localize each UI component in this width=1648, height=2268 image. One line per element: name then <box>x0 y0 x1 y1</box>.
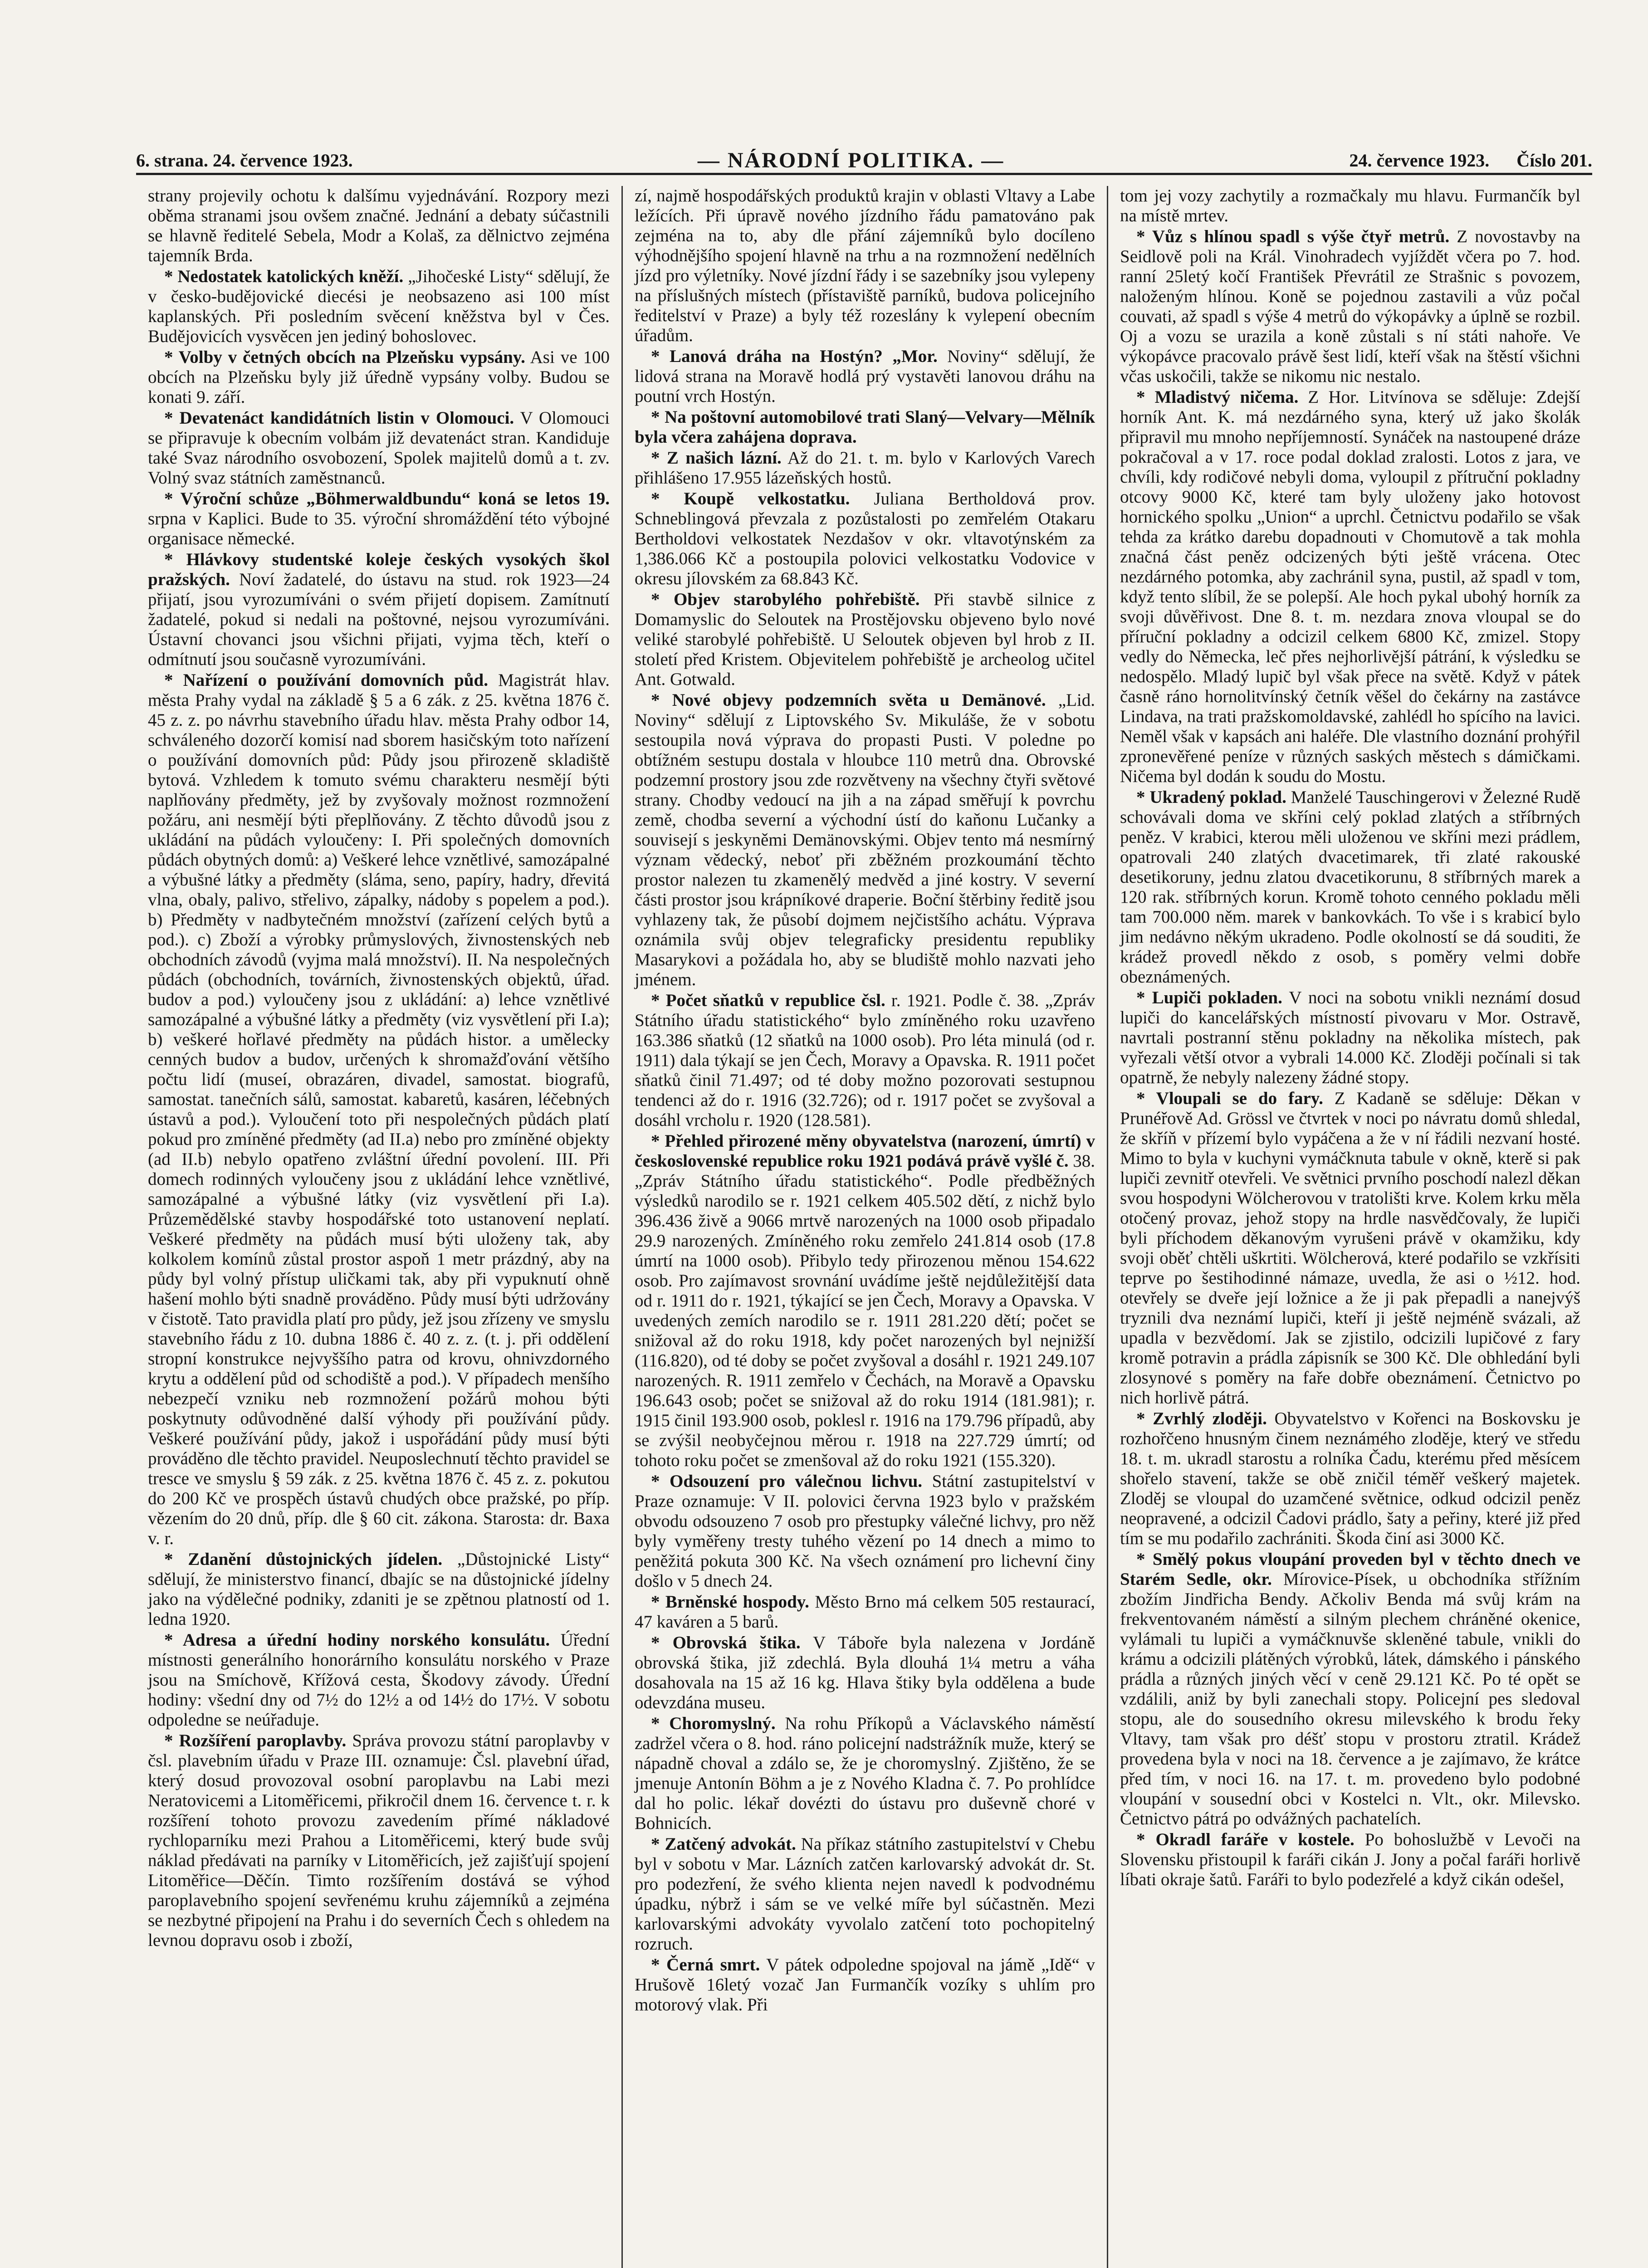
article-headline: * Hlávkovy studentské koleje českých vysokých škol pražských. <box>148 550 610 589</box>
article-headline: * Adresa a úřední hodiny norského konsulátu. <box>164 1630 550 1650</box>
article-paragraph <box>148 347 610 407</box>
article-body: Státní zastupitelství v Praze oznamuje: V II. polovici června 1923 bylo v pražském obvodu odsouzeno 7 osob pro přestupky válečné lichvy, pro něž byly vyměřeny tresty tuhého vězení po 14 dnech a mimo to peněžitá pokuta 300 Kč. Na všech oznámení pro lichevní činy došlo v 5 dnech 24. <box>635 1471 1095 1591</box>
header-date: 24. července 1923. <box>1349 150 1490 171</box>
article-paragraph <box>635 347 1095 406</box>
article-body: Manželé Tauschingerovi v Železné Rudě schovávali doma ve skříni celý poklad zlatých a stříbrných peněz. V krabici, kterou měli uloženou ve skříni mezi prádlem, opatrovali 240 zlatých dvacetimarek, tři zlaté rakouské desetikoruny, jednu zlatou dvacetikorunu, 8 stříbrných marek a 120 rak. stříbrných korun. Kromě tohoto cenného pokladu měli tam 700.000 něm. marek v bankovkách. To vše i s krabicí bylo jim nedávno někým ukradeno. Podle okolností se dá souditi, že krádež provedl někdo z osob, s poměry velmi dobře obeznámených. <box>1120 787 1580 987</box>
article-body: Z Kadaně se sděluje: Děkan v Prunéřově Ad. Grössl ve čtvrtek v noci po návratu domů shledal, že skříň v přízemí bylo vypáčena a že v ní řádili nezvaní hosté. Mimo to byla v kuchyni vymáčknuta tabule v okně, kterě si pak lupiči zevnitř otevřeli. Ve světnici prvního poschodí nalezl děkan svou hospodyni Wölcherovou v tratolišti krve. Kolem krku měla otočený provaz, jehož stopy na hrdle nasvědčovaly, že lupiči byli příchodem děkanovým vyrušeni právě v okamžiku, kdy svoji oběť chtěli uškrtiti. Wölcherová, které podařilo se vzkřísiti teprve po šestihodinné námaze, uvedla, že asi o ½12. hod. otevřely se dveře její ložnice a že ji pak přepadli a nanejvýš tryznili dva neznámí lupiči, kteří ji ještě nejméně svázali, až upadla v bezvědomí. Jak se zjistilo, odcizili lupičové z fary kromě potravin a prádla zápisník se 300 Kč. Dle obhledání byli zlosynové s poměry na faře dobře obeznámení. Četnictvo po nich horlivě pátrá. <box>1120 1089 1580 1408</box>
article-body: Správa provozu státní paroplavby v čsl. plavebním úřadu v Praze III. oznamuje: Čsl. plavební úřad, který dosud provozoval osobní paroplavbu na Labi mezi Neratovicemi a Litoměřicemi, přikročil dnem 16. července t. r. k rozšíření tohoto provozu zavedením přímé nákladové rychloparníku mezi Prahou a Litoměřicemi, který bude svůj náklad předávati na parníky v Litoměřicích, jež zajišťují spojení Litoměřice—Děčín. Timto rozšířením dostává se výhod paroplavebního spojení sevřenému kruhu zájemníků a zejména se nezbytné připojení na Prahu i do severních Čech s ohledem na levnou dopravu osob i zboží, <box>148 1731 610 1950</box>
article-paragraph <box>635 1633 1095 1713</box>
article-headline: * Z našich lázní. <box>651 448 782 468</box>
article-headline: * Nové objevy podzemních světa u Demänové. <box>651 690 1046 710</box>
article-body: 38. „Zpráv Státního úřadu statistického“. Podle předběžných výsledků narodilo se r. 1921 celkem 405.502 dětí, z nichž bylo 396.436 živě a 9066 mrtvě narozených na 1000 osob připadalo 29.9 narozených. Zmíněného roku zemřelo 241.814 osob (17.8 úmrtí na 1000 osob). Přibylo tedy přirozenou měnou 154.622 osob. Pro zajímavost srovnání uvádíme ještě nejdůležitější data od r. 1911 do r. 1921, týkající se jen Čech, Moravy a Opavska. V uvedených zemích narodilo se r. 1911 281.220 dětí; počet se snižoval až do roku 1918, kdy počet narozených byl nejnižší (116.820), od té doby se počet zvyšoval a dosáhl r. 1921 249.107 narozených. R. 1911 zemřelo v Čechách, na Moravě a Opavsku 196.643 osob; počet se snižoval až do roku 1914 (181.981); r. 1915 činil 193.900 osob, poklesl r. 1916 na 179.796 případů, aby se zvýšil neobyčejnou měrou r. 1918 na 227.729 úmrtí; od tohoto roku počet se zmenšoval až do roku 1921 (155.320). <box>635 1151 1095 1470</box>
article-headline: * Zvrhlý zloději. <box>1136 1409 1267 1428</box>
column-1 <box>136 186 621 2268</box>
article-paragraph <box>635 489 1095 589</box>
article-paragraph <box>635 590 1095 689</box>
article-body: Město Brno má celkem 505 restaurací, 47 kaváren a 5 barů. <box>635 1592 1095 1632</box>
article-body: Po bohoslužbě v Levoči na Slovensku přistoupil k faráři cikán J. Jony a počal faráři horlivě líbati okraje šatů. Faráři to bylo podezřelé a když cikán odešel, <box>1120 1830 1580 1889</box>
article-paragraph <box>635 407 1095 447</box>
article-body: Mírovice-Písek, u obchodníka střížním zbožím Jindřicha Bendy. Ačkoliv Benda má svůj krám na frekventovaném náměstí a silným plechem chráněné okenice, vylámali tu lupiči a vymáčknuvše skleněné tabule, vnikli do krámu a odcizili plátěných výrobků, látek, dámského i pánského prádla a různých jiných věcí v ceně 29.121 Kč. Po té opět se vzdálili, aniž by byli zanechali stopy. Policejní pes sledoval stopu, ale do sousedního okresu milevského k brodu řeky Vltavy, tam však pro déšť stopu v prostoru ztratil. Krádež provedena byla v noci na 18. července a je zajímavo, že krátce před tím, v noci 16. na 17. t. m. provedeno bylo podobné vloupání v sousední obci v Kostelci n. Vlt., okr. Milevsko. Četnictvo pátrá po odvážných pachatelích. <box>1120 1569 1580 1828</box>
article-paragraph <box>635 1592 1095 1632</box>
article-body: Juliana Bertholdová prov. Schneblingová převzala z pozůstalosti po zemřelém Otakaru Bertholdovi velkostatek Nezdašov v okr. vltavotýnském za 1,386.066 Kč a postoupila polovici velkostatku Vodovice v okresu jílovském za 68.843 Kč. <box>635 489 1095 588</box>
article-headline: * Lanová dráha na Hostýn? „Mor. <box>651 347 938 366</box>
page-number-date: 6. strana. 24. července 1923. <box>136 150 353 171</box>
issue-number: Číslo 201. <box>1516 150 1592 171</box>
article-headline: * Objev starobylého pohřebiště. <box>651 590 920 609</box>
article-headline: * Devatenáct kandidátních listin v Olomouci. <box>164 408 514 428</box>
column-3 <box>1107 186 1592 2268</box>
article-body: Na příkaz státního zastupitelství v Chebu byl v sobotu v Mar. Lázních zatčen karlovarský advokát dr. St. pro podezření, že svého klienta nejen navedl k podvodnému úpadku, nýbrž i sám se ve velké míře byl súčastněn. Mezi karlovarskými advokáty vyvolalo zatčení toto pochopitelný rozruch. <box>635 1834 1095 1954</box>
article-body: Až do 21. t. m. bylo v Karlových Varech přihlášeno 17.955 lázeňských hostů. <box>635 448 1095 488</box>
article-body: V pátek odpoledne spojoval na jámě „Idě“ v Hrušově 16letý vozač Jan Furmančík vozíky s uhlím pro motorový vlak. Při <box>635 1955 1095 2014</box>
article-headline: * Odsouzení pro válečnou lichvu. <box>651 1471 923 1491</box>
article-headline: * Vůz s hlínou spadl s výše čtyř metrů. <box>1136 227 1450 246</box>
article-body: Magistrát hlav. města Prahy vydal na základě § 5 a 6 zák. z 25. května 1876 č. 45 z. z. po návrhu stavebního úřadu hlav. města Prahy odbor 14, schváleného dozorčí komisí nad sborem hasičským toto nařízení o používání domovních půd: Půdy jsou přirozeně skladiště bytová. Vzhledem k tomuto svému charakteru nesmějí býti naplňovány předměty, jež by zvyšovaly možnost rozmnožení požáru, ani nesmějí býti přeplňovány. Z těchto důvodů jsou z ukládání na půdách vyloučeny: I. Při společných domovních půdách obytných domů: a) Veškeré lehce vznětlivé, samozápalné a výbušné látky a předměty (sláma, seno, papíry, hadry, dřevitá vlna, obaly, palivo, střelivo, zápalky, nádoby s popelem a pod.). b) Předměty v nadbytečném množství (zařízení celých bytů a pod.). c) Zboží a výrobky průmyslových, živnostenských neb obchodních závodů (vyjma malá množství). II. Na nespolečných půdách (obchodních, továrních, živnostenských objektů, úřad. budov a pod.) vyloučeny jsou z ukládání: a) lehce vznětlivé samozápalné a výbušné látky a předměty (viz vysvětlení při I.a); b) veškeré hořlavé předměty na půdách histor. a umělecky cenných budov a budov, určených k shromažďování většího počtu lidí (museí, obrazáren, divadel, samostat. biografů, samostat. tanečních sálů, samostat. kabaretů, kasáren, léčebných ústavů a pod.). Vyloučení toto při nespolečných půdách platí pokud pro zmíněné předměty (ad II.a) nebo pro zmíněné objekty (ad II.b) nebylo opatřeno zvláštní úřední povolení. III. Při domech rodinných vyloučeny jsou z ukládání lehce vznětlivé, samozápalné a výbušné látky (viz vysvětlení při I.a). Průzemědělské stavby hospodářské toto ustanovení neplatí. Veškeré předměty na půdách musí býti uloženy tak, aby kolkolem komínů zůstal prostor aspoň 1 metr prázdný, aby na půdy byl volný přístup uličkami tak, aby při vypuknutí ohně hašení mohlo býti snadně prováděno. Půdy musí býti udržovány v čistotě. Tato pravidla platí pro půdy, jež jsou zřízeny ve smyslu stavebního řádu z 10. dubna 1886 č. 40 z. z. (t. j. při oddělení stropní konstrukce nejvyššího patra od krovu, ohnivzdorného krytu a oddělení půd od schodiště a pod.). V případech menšího nebezpečí vzniku neb rozmnožení požárů mohou býti poskytnuty odůvodněné další výhody při používání půdy. Veškeré používání půdy, jakož i uspořádání půdy musí býti prováděno dle těchto pravidel. Neuposlechnutí těchto pravidel se tresce ve smyslu § 59 zák. z 25. května 1876 č. 45 z. z. pokutou do 200 Kč ve prospěch ústavů chudých obce pražské, po příp. vězením do 20 dnů, příp. dle § 60 cit. zákona. Starosta: dr. Baxa v. r. <box>148 670 610 1548</box>
article-headline: * Obrovská štika. <box>651 1633 801 1652</box>
article-headline: * Zdanění důstojnických jídelen. <box>164 1549 443 1569</box>
article-paragraph <box>635 1955 1095 2015</box>
article-body: Z novostavby na Seidlově poli na Král. Vinohradech vyjíždět včera po 7. hod. ranní 25letý kočí František Převrátil ze Strašnic s povozem, naloženým hlínou. Koně se pojednou zastavili a vůz počal couvati, až spadl s výše 4 metrů do výkopávky a úplně se rozbil. Oj a vozu se urazila a koně zůstali s ní státi nahoře. Ve výkopávce pracovalo právě šest lidí, kteří však na štěstí všichni včas uskočili, takže se nikomu nic nestalo. <box>1120 227 1580 386</box>
article-paragraph: zí, najmě hospodářských produktů krajin v oblasti Vltavy a Labe ležících. Při úpravě nového jízdního řádu pamatováno pak zejména na to, aby dle přání zájemníků bylo docíleno výhodnějšího spojení hlavně na trhu a na rozmnožení nedělních jízd pro výletníky. Nové jízdní řády i se sazebníky jsou vylepeny na příslušných místech (přístaviště parníků, budova policejního ředitelství v Praze) a byly též rozeslány k vylepení obecním úřadům. <box>635 186 1095 345</box>
article-paragraph <box>1120 387 1580 787</box>
article-paragraph <box>1120 1549 1580 1829</box>
article-body: Obyvatelstvo v Kořenci na Boskovsku je rozhořčeno hnusným činem neznámého zloděje, který ve středu 18. t. m. ukradl starostu a rolníka Čadu, kterému před měsícem shořelo stavení, takže se obě zničil téměř veškerý majetek. Zloděj se vloupal do uzamčené světnice, odkud odcizil peněz neopravené, a odcizil Čadovi prádlo, šaty a peřiny, které již před tím se mu podařilo zachrániti. Škoda činí asi 3000 Kč. <box>1120 1409 1580 1548</box>
article-body: Noví žadatelé, do ústavu na stud. rok 1923—24 přijatí, jsou vyrozumíváni o svém přijetí dopisem. Zamítnutí žadatelé, pokud si nedali na poštovné, nejsou vyrozumíváni. Ústavní chovanci jsou všichni přijati, vyjma těch, kteří o odmítnutí jsou současně vyrozumíváni. <box>148 570 610 669</box>
article-paragraph <box>148 670 610 1549</box>
article-paragraph <box>148 489 610 549</box>
article-paragraph <box>1120 787 1580 987</box>
article-body: r. 1921. Podle č. 38. „Zpráv Státního úřadu statistického“ bylo zmíněného roku uzavřeno 163.386 sňatků (12 sňatků na 1000 osob). Pro léta minulá (od r. 1911) dala týkají se jen Čech, Moravy a Opavska. R. 1911 počet sňatků činil 71.497; od té doby možno pozorovati sestupnou tendenci až do r. 1916 (32.726); od r. 1917 počet se zvyšoval a dosáhl vrcholu r. 1920 (128.581). <box>635 991 1095 1130</box>
article-paragraph <box>1120 227 1580 386</box>
article-headline: * Brněnské hospody. <box>651 1592 809 1612</box>
article-headline: * Ukradený poklad. <box>1136 787 1286 807</box>
article-paragraph <box>635 991 1095 1130</box>
article-paragraph <box>635 690 1095 990</box>
article-headline: * Černá smrt. <box>651 1955 760 1975</box>
article-paragraph <box>635 448 1095 488</box>
article-body: „Jihočeské Listy“ sdělují, že v česko-budějovické diecési je neobsazeno asi 100 míst kaplanských. Při posledním svěcení kněžstva byl v Čes. Budějovicích vysvěcen jen jediný bohoslovec. <box>148 267 610 346</box>
article-paragraph <box>635 1131 1095 1471</box>
article-body: Na rohu Příkopů a Václavského náměstí zadržel včera o 8. hod. ráno policejní nadstrážník muže, který se nápadně choval a zdálo se, že je choromyslný. Zjištěno, že se jmenuje Antonín Böhm a je z Nového Kladna č. 7. Po prohlídce dal ho polic. lékař dovézti do ústavu pro duševně choré v Bohnicích. <box>635 1714 1095 1833</box>
article-body: Z Hor. Litvínova se sděluje: Zdejší horník Ant. K. má nezdárného syna, který už jako školák připravil mu mnoho nepříjemností. Synáček na nastoupené dráze pokračoval a v 17. roce podal doklad zralosti. Lotos z jara, ve chvíli, kdy rodičové nebyli doma, vyloupil z přítruční pokladny otcovy 9000 Kč, které tam byly uloženy jako hotovost hornického spolku „Union“ a uprchl. Četnictvu podařilo se však tehda za krátko darebu dopadnouti v Chomutově a tak mohla značná část peněz odcizených býti ještě vrácena. Otec nezdárného potomka, aby zachránil syna, pustil, až spadl v tom, když tento slíbil, že se polepší. Ale hoch pykal ubohý horník za svoji důvěřivost. Dne 8. t. m. nezdara znova vloupal se do příruční pokladny a odcizil celkem 6800 Kč, zmizel. Stopy vedly do Německa, leč přes nejhorlivější pátrání, k výsledku se nedospělo. Mladý lupič byl však přece na světě. Když v pátek časně ráno hornolitvínský četník věšel do čekárny na zastávce Lindava, na trati pražskomoldavské, zahlédl ho spícího na lavici. Neměl však v kapsách ani haléře. Dle vlastního doznání prohýřil zpronevěřené peníze v různých saských městech s dámičkami. Ničema byl dodán k soudu do Mostu. <box>1120 387 1581 786</box>
newspaper-masthead: — NÁRODNÍ POLITIKA. — <box>697 148 1005 172</box>
article-body: „Lid. Noviny“ sdělují z Liptovského Sv. Mikuláše, že v sobotu sestoupila nová výprava do propasti Pusti. V poledne po obtížném sestupu dostala v hloubce 110 metrů dna. Obrovské podzemní prostory jsou zde rozvětveny na všechny čtyři světové strany. Chodby vedoucí na jih a na západ směřují k povrchu země, chodba severní a východní ústí do kaňonu Lučanky a souvisejí s jeskyněmi Demänovskými. Objev tento má nesmírný význam vědecký, neboť při zběžném prozkoumání těchto prostor nalezen tu zkamenělý medvěd a jiné kostry. V severní části prostor jsou krápníkové draperie. Boční štěrbiny ředitě jsou vyhlazeny tak, že působí dojmem nejčistšího achátu. Výprava oznámila svůj objev telegraficky presidentu republiky Masarykovi a požádala ho, aby se bludiště mohlo nazvati jeho jménem. <box>635 690 1095 989</box>
article-headline: * Lupiči pokladen. <box>1136 988 1282 1007</box>
article-body: V noci na sobotu vnikli neznámí dosud lupiči do kancelářských místností pivovaru v Mor. Ostravě, navrtali postranní stěnu pokladny na několika místech, pak vyřezali větší otvor a vybrali 14.000 Kč. Zloději počínali si tak opatrně, že nebyly nalezeny žádné stopy. <box>1120 988 1580 1087</box>
article-paragraph <box>148 1549 610 1629</box>
header-right <box>1350 150 1592 171</box>
article-paragraph <box>1120 1089 1580 1408</box>
article-paragraph <box>148 408 610 488</box>
article-headline: * Výroční schůze „Böhmerwaldbundu“ koná se letos 19. <box>164 489 610 508</box>
article-paragraph <box>148 1731 610 1950</box>
article-body: Asi ve 100 obcích na Plzeňsku byly již úředně vypsány volby. Budou se konati 9. září. <box>148 347 610 407</box>
article-paragraph <box>635 1471 1095 1591</box>
column-2 <box>621 186 1107 2268</box>
article-paragraph: tom jej vozy zachytily a rozmačkaly mu hlavu. Furmančík byl na místě mrtev. <box>1120 186 1580 225</box>
article-headline: * Vloupali se do fary. <box>1136 1089 1323 1108</box>
article-headline: * Na poštovní automobilové trati Slaný—Velvary—Mělník byla včera zahájena doprava. <box>635 407 1095 447</box>
article-headline: * Okradl faráře v kostele. <box>1136 1830 1355 1849</box>
article-paragraph <box>635 1714 1095 1833</box>
article-body: „Důstojnické Listy“ sdělují, že ministerstvo financí, dbajíc se na důstojnické jídelny jako na výdělečné podniky, zdaniti je se zpětnou platností od 1. ledna 1920. <box>148 1549 610 1629</box>
article-headline: * Mladistvý ničema. <box>1136 387 1299 407</box>
article-headline: * Nařízení o používání domovních půd. <box>164 670 488 690</box>
article-headline: * Volby v četných obcích na Plzeňsku vypsány. <box>164 347 525 367</box>
article-paragraph <box>148 550 610 670</box>
article-paragraph <box>148 1630 610 1730</box>
article-headline: * Nedostatek katolických kněží. <box>164 267 404 286</box>
article-body: V Olomouci se připravuje k obecním volbám již devatenáct stran. Kandiduje také Svaz národního osvobození, Spolek majitelů domů a t. zv. Volný svaz státních zaměstnanců. <box>148 408 610 488</box>
article-body: srpna v Kaplici. Bude to 35. výroční shromáždění této výbojné organisace německé. <box>148 509 610 548</box>
article-headline: * Počet sňatků v republice čsl. <box>651 991 885 1010</box>
page-header <box>136 148 1592 175</box>
article-paragraph <box>1120 1409 1580 1549</box>
article-body: V Táboře byla nalezena v Jordáně obrovská štika, již zdechlá. Byla dlouhá 1¼ metru a váha dosahovala na 15 až 16 kg. Hlava štiky byla oddělena a bude odevzdána museu. <box>635 1633 1095 1712</box>
article-paragraph <box>635 1834 1095 1954</box>
article-headline: * Choromyslný. <box>651 1714 776 1733</box>
article-body: Noviny“ sdělují, že lidová strana na Moravě hodlá prý vystavěti lanovou dráhu na poutní vrch Hostýn. <box>635 347 1095 406</box>
article-headline: * Koupě velkostatku. <box>651 489 850 508</box>
article-paragraph <box>1120 988 1580 1088</box>
article-paragraph <box>148 267 610 347</box>
article-paragraph: strany projevily ochotu k dalšímu vyjednávání. Rozpory mezi oběma stranami jsou ovšem značné. Jednání a debaty súčastnili se hlavně ředitelé Sebela, Modr a Kolaš, za dělnictvo zejména tajemník Brda. <box>148 186 610 265</box>
article-body: Při stavbě silnice z Domamyslic do Seloutek na Prostějovsku objeveno bylo nové veliké starobylé pohřebiště. U Seloutek objeven byl hrob z II. století před Kristem. Objevitelem pohřebiště je archeolog učitel Ant. Gotwald. <box>635 590 1095 689</box>
article-headline: * Smělý pokus vloupání proveden byl v těchto dnech ve Starém Sedle, okr. <box>1120 1549 1580 1589</box>
article-body: Úřední místnosti generálního honorárního konsulátu norského v Praze jsou na Smíchově, Křížová cesta, Škodovy závody. Úřední hodiny: všední dny od 7½ do 12½ a od 14½ do 17½. V sobotu odpoledne se neúřaduje. <box>148 1630 610 1730</box>
article-headline: * Rozšíření paroplavby. <box>164 1731 347 1750</box>
article-paragraph <box>1120 1830 1580 1890</box>
article-columns <box>136 186 1592 2268</box>
article-headline: * Zatčený advokát. <box>651 1834 796 1854</box>
article-headline: * Přehled přirozené měny obyvatelstva (narození, úmrtí) v československé republice roku 1921 podává právě vyšlé č. <box>635 1131 1095 1171</box>
